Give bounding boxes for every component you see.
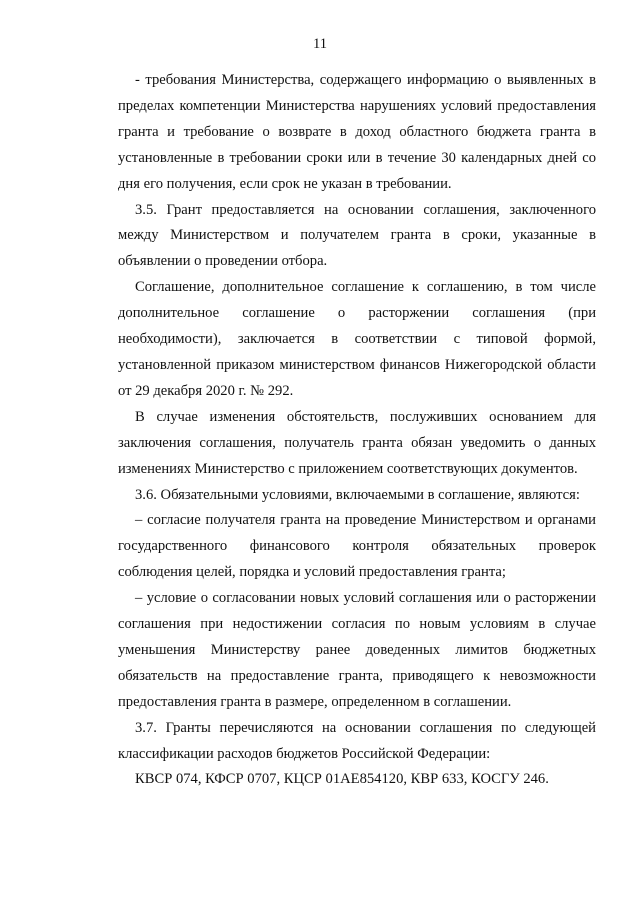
paragraph-3-6-mandatory-conditions: 3.6. Обязательными условиями, включаемыми в соглашение, являются: [135, 486, 580, 503]
list-item-consent-to-audit: – согласие получателя гранта на проведение Министерством и органами государственного финансового контроля обязательных проверок соблюдения целей, порядка и условий предоставления гранта; [118, 512, 596, 581]
paragraph-3-5-grant-agreement: 3.5. Грант предоставляется на основании соглашения, заключенного между Министерством и получателем гранта в сроки, указанные в объявлении о проведении отбора. [118, 201, 596, 270]
paragraph-agreement-standard-form: Соглашение, дополнительное соглашение к соглашению, в том числе дополнительное соглашение о расторжении соглашения (при необходимости), заключается в соответствии с типовой формой, установленной приказом министерством финансов Нижегородской области от 29 декабря 2020 г. № 292. [118, 279, 596, 399]
paragraph-ministry-requirement: - требования Министерства, содержащего информацию о выявленных в пределах компетенции Министерства нарушениях условий предоставления гранта и требование о возврате в доход областного бюджета гранта в установленные в требовании сроки или в течение 30 календарных дней со дня его получения, если срок не указан в требовании. [118, 72, 596, 192]
budget-classification-codes: КВСР 074, КФСР 0707, КЦСР 01АЕ854120, КВР 633, КОСГУ 246. [135, 771, 549, 788]
paragraph-change-of-circumstances: В случае изменения обстоятельств, послуживших основанием для заключения соглашения, получатель гранта обязан уведомить о данных изменениях Министерство с приложением соответствующих документов. [118, 408, 596, 477]
page-number: 11 [312, 36, 328, 52]
list-item-new-conditions: – условие о согласовании новых условий соглашения или о расторжении соглашения при недостижении согласия по новым условиям в случае уменьшения Министерству ранее доведенных лимитов бюджетных обязательств на предоставление гранта, приводящего к невозможности предоставления гранта в размере, определенном в соглашении. [118, 590, 596, 710]
paragraph-3-7-budget-classification: 3.7. Гранты перечисляются на основании соглашения по следующей классификации расходов бюджетов Российской Федерации: [118, 719, 596, 762]
document-body [118, 68, 596, 793]
